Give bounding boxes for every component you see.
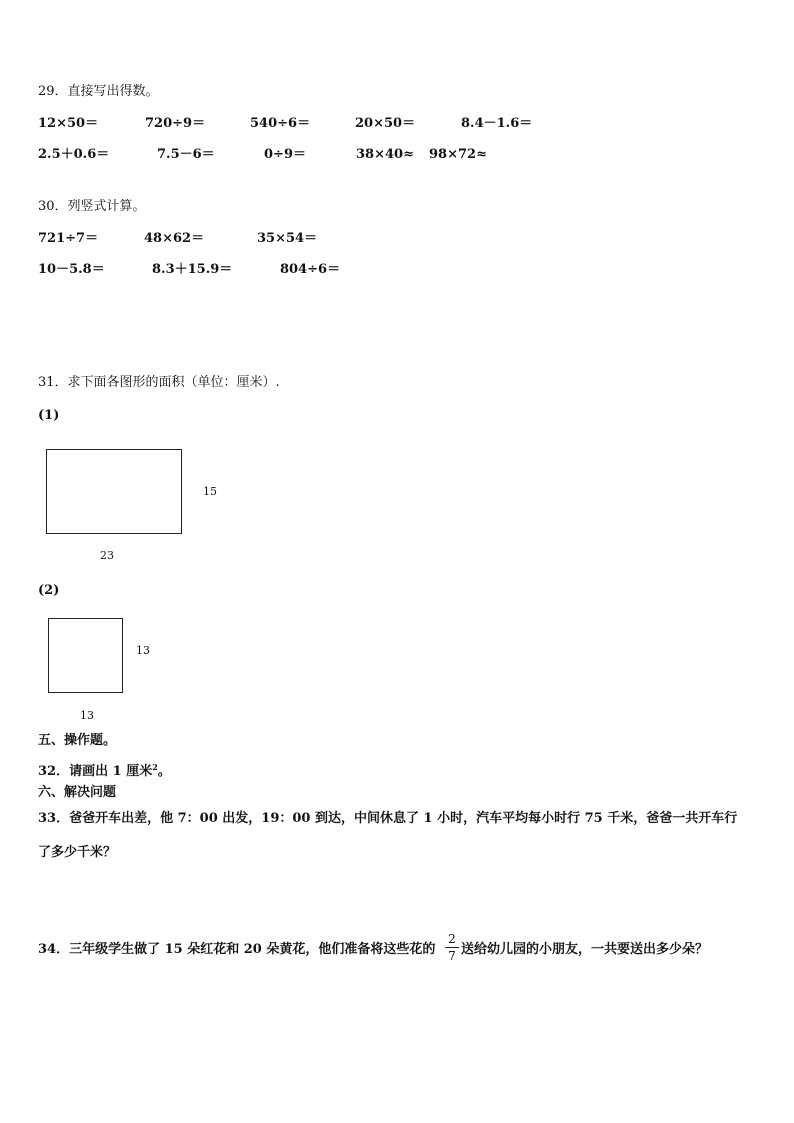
- rectangle-width-label: 23: [100, 549, 114, 562]
- q32-text: [38, 759, 171, 780]
- q31-title: 31．求下面各图形的面积（单位：厘米）.: [38, 375, 280, 390]
- q32-superscript: 2: [152, 762, 158, 772]
- q34-text-after: 送给幼儿园的小朋友，一共要送出多少朵？: [461, 942, 709, 957]
- q29-item-6: 2.5＋0.6＝: [38, 147, 110, 162]
- q29-item-5: 8.4－1.6＝: [461, 116, 533, 131]
- q30-title: 30．列竖式计算。: [38, 199, 146, 214]
- q29-item-9: 38×40≈: [356, 147, 414, 162]
- q33-line-1: 33．爸爸开车出差，他 7：00 出发，19：00 到达，中间休息了 1 小时，汽车平均每小时行 75 千米，爸爸一共开车行: [38, 811, 738, 826]
- q30-item-6: 804÷6＝: [280, 262, 341, 277]
- q30-item-3: 35×54＝: [257, 231, 318, 246]
- fraction-bar: [445, 947, 459, 948]
- q29-item-2: 720÷9＝: [145, 116, 206, 131]
- q30-item-1: 721÷7＝: [38, 231, 99, 246]
- q29-item-8: 0÷9＝: [264, 147, 306, 162]
- q32-main: 32．请画出 1 厘米: [38, 764, 153, 779]
- q29-item-3: 540÷6＝: [250, 116, 311, 131]
- q29-item-7: 7.5－6＝: [157, 147, 215, 162]
- rectangle-figure: [46, 449, 182, 534]
- q32-end: 。: [157, 764, 171, 779]
- square-side-label-right: 13: [136, 644, 150, 657]
- q29-item-1: 12×50＝: [38, 116, 99, 131]
- q29-title: 29．直接写出得数。: [38, 84, 159, 99]
- fraction-numerator: 2: [448, 932, 456, 946]
- section-5-heading: 五、操作题。: [38, 733, 117, 748]
- q34-fraction: [445, 932, 459, 963]
- square-side-label-bottom: 13: [80, 709, 94, 722]
- square-figure: [48, 618, 123, 693]
- q33-line-2: 了多少千米？: [38, 845, 117, 860]
- fraction-denominator: 7: [448, 949, 456, 963]
- q29-item-4: 20×50＝: [355, 116, 416, 131]
- q30-item-4: 10－5.8＝: [38, 262, 105, 277]
- figure-2-label: (2): [38, 583, 60, 598]
- q30-item-2: 48×62＝: [144, 231, 205, 246]
- q34-text-before: 34．三年级学生做了 15 朵红花和 20 朵黄花，他们准备将这些花的: [38, 942, 436, 957]
- q29-item-10: 98×72≈: [429, 147, 487, 162]
- section-6-heading: 六、解决问题: [38, 785, 117, 800]
- rectangle-height-label: 15: [203, 485, 217, 498]
- q30-item-5: 8.3＋15.9＝: [152, 262, 233, 277]
- figure-1-label: (1): [38, 408, 60, 423]
